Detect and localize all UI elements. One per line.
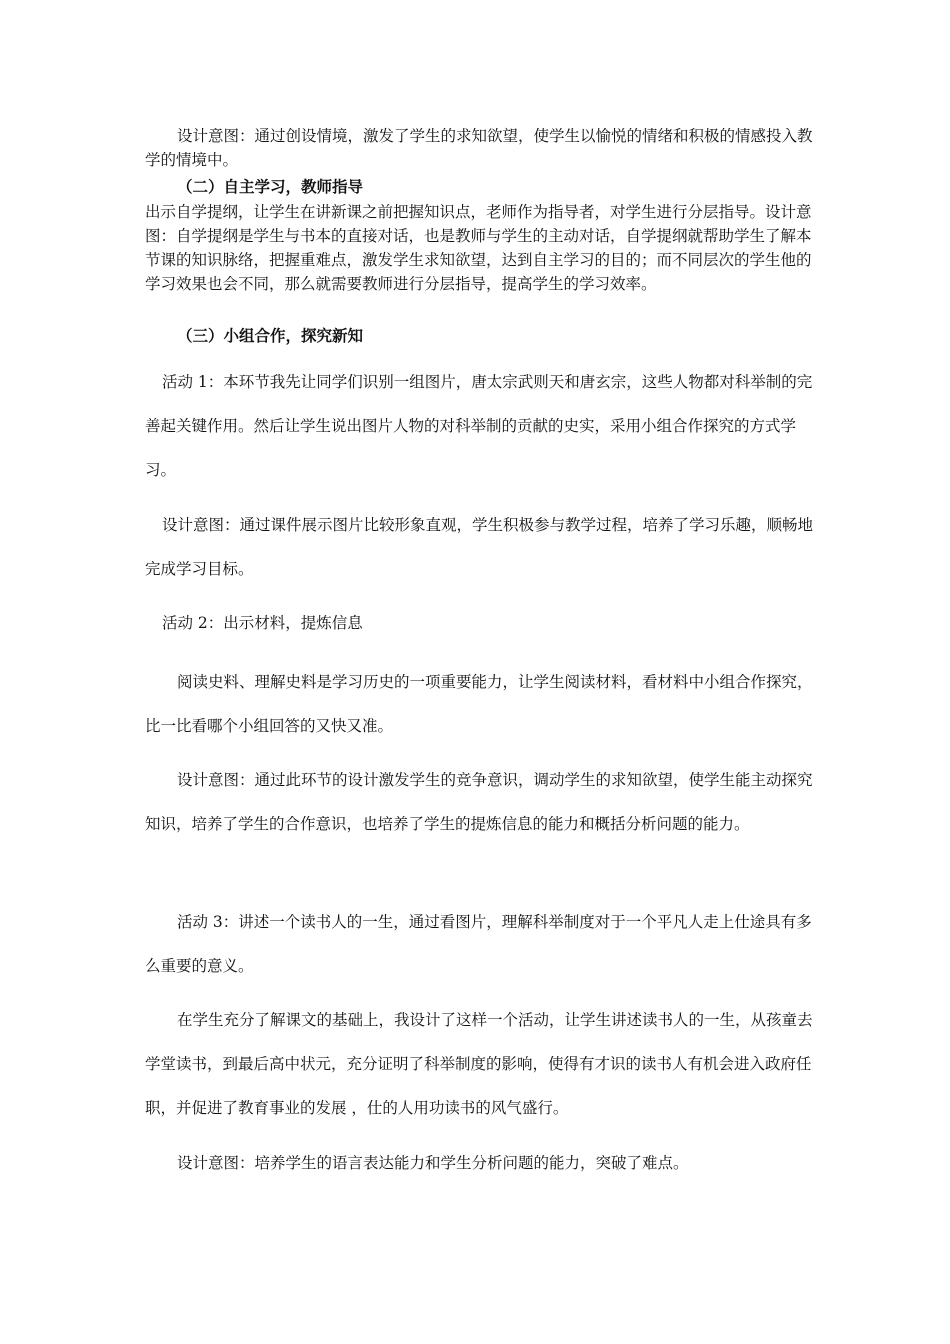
activity2-paragraph: 阅读史料、理解史料是学习历史的一项重要能力，让学生阅读材料，看材料中小组合作探究，比一比看哪个小组回答的又快又准。: [145, 673, 813, 735]
section1-design-intent: 设计意图：通过创设情境，激发了学生的求知欲望，使学生以愉悦的情绪和积极的情感投入教学的情境中。: [145, 127, 813, 169]
heading-self-study: （二）自主学习，教师指导: [177, 177, 364, 196]
activity2-design-intent: 设计意图：通过此环节的设计激发学生的竞争意识，调动学生的求知欲望，使学生能主动探究知识，培养了学生的合作意识，也培养了学生的提炼信息的能力和概括分析问题的能力。: [145, 771, 813, 833]
heading-group-cooperation: （三）小组合作，探究新知: [177, 326, 364, 345]
activity2-title: 活动 2：出示材料，提炼信息: [162, 614, 363, 632]
activity1-paragraph: 活动 1：本环节我先让同学们识别一组图片，唐太宗武则天和唐玄宗，这些人物都对科举制的完善起关键作用。然后让学生说出图片人物的对科举制的贡献的史实，采用小组合作探究的方式学习。: [145, 373, 813, 479]
activity3-design-intent: 设计意图：培养学生的语言表达能力和学生分析问题的能力，突破了难点。: [177, 1154, 689, 1172]
activity3-paragraph: 活动 3：讲述一个读书人的一生，通过看图片，理解科举制度对于一个平凡人走上仕途具有多么重要的意义。: [145, 913, 812, 975]
activity3-description: 在学生充分了解课文的基础上，我设计了这样一个活动，让学生讲述读书人的一生，从孩童去学堂读书，到最后高中状元，充分证明了科举制度的影响，使得有才识的读书人有机会进入政府任职，并促进了教育事业的发展 ，仕的人用功读书的风气盛行。: [145, 1011, 813, 1117]
self-study-paragraph: 出示自学提纲，让学生在讲新课之前把握知识点，老师作为指导者，对学生进行分层指导。设计意图：自学提纲是学生与书本的直接对话，也是教师与学生的主动对话，自学提纲就帮助学生了解本节课的知识脉络，把握重难点，激发学生求知欲望，达到自主学习的目的；而不同层次的学生他的学习效果也会不同，那么就需要教师进行分层指导，提高学生的学习效率。: [145, 203, 812, 293]
activity1-design-intent: 设计意图：通过课件展示图片比较形象直观，学生积极参与教学过程，培养了学习乐趣，顺畅地完成学习目标。: [145, 516, 814, 578]
